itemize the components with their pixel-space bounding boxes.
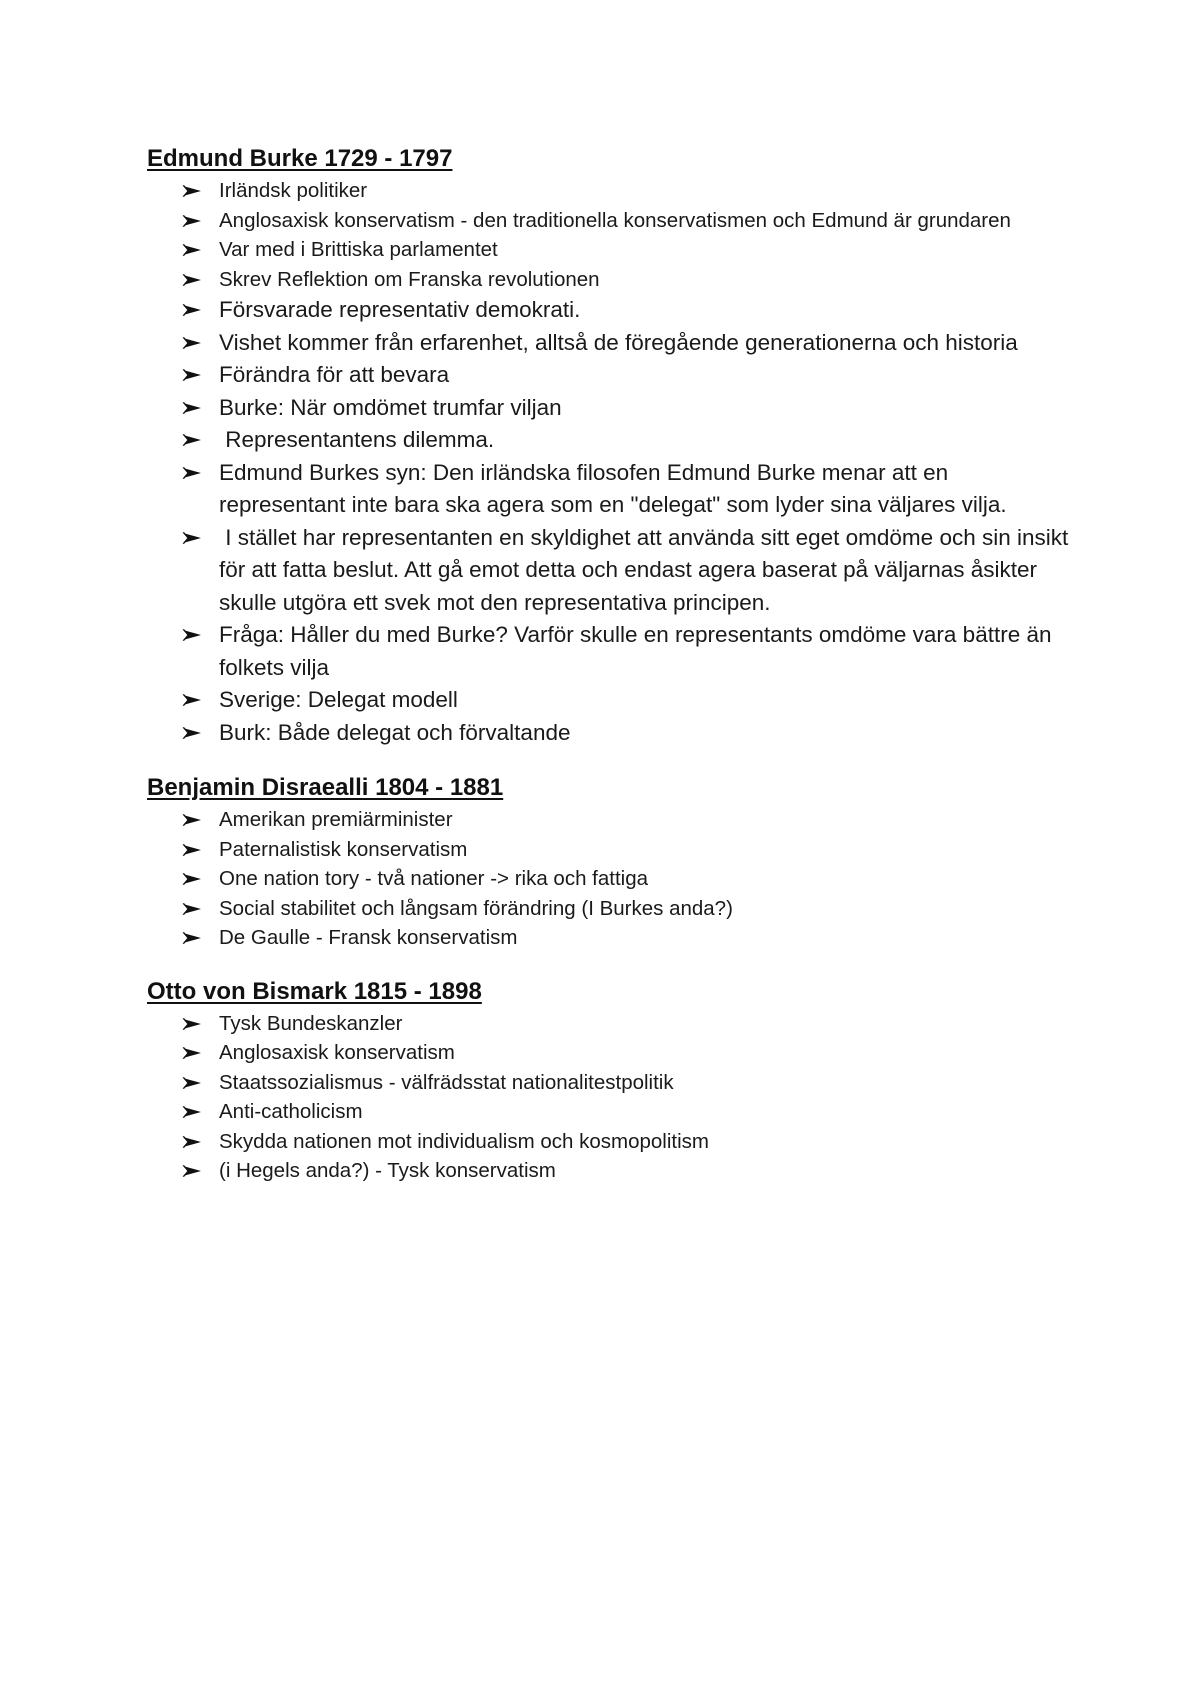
arrow-bullet-icon [182, 424, 208, 446]
list-item [147, 327, 1077, 360]
list-item-text: Social stabilitet och långsam förändring (I Burkes anda?) [219, 896, 733, 920]
list-item [147, 835, 1077, 865]
list-item [147, 894, 1077, 924]
list-item-text: Representantens dilemma. [219, 427, 495, 452]
arrow-bullet-icon [182, 392, 208, 414]
section-otto-von-bismark [147, 975, 1077, 1186]
list-item-text: Sverige: Delegat modell [219, 687, 458, 712]
section-heading: Otto von Bismark 1815 - 1898 [147, 977, 482, 1005]
list-item-text: Anglosaxisk konservatism - den traditionella konservatismen och Edmund är grundaren [219, 208, 1011, 232]
list-item [147, 864, 1077, 894]
arrow-bullet-icon [182, 864, 208, 885]
arrow-bullet-icon [182, 1127, 208, 1148]
arrow-bullet-icon [182, 265, 208, 286]
list-item [147, 1156, 1077, 1186]
list-item-text: Tysk Bundeskanzler [219, 1011, 403, 1035]
arrow-bullet-icon [182, 176, 208, 197]
list-item [147, 424, 1077, 457]
arrow-bullet-icon [182, 327, 208, 349]
bullet-list [147, 805, 1077, 953]
list-item-text: (i Hegels anda?) - Tysk konservatism [219, 1159, 556, 1182]
arrow-bullet-icon [182, 457, 208, 479]
list-item [147, 265, 1077, 295]
document-page [147, 142, 1077, 1186]
section-benjamin-disraealli [147, 771, 1077, 953]
list-item [147, 457, 1077, 522]
arrow-bullet-icon [182, 923, 208, 944]
list-item-text: Paternalistisk konservatism [219, 837, 468, 861]
list-item [147, 684, 1077, 717]
list-item [147, 1068, 1077, 1098]
list-item-text: I stället har representanten en skyldighet att använda sitt eget omdöme och sin insikt för att fatta beslut. Att gå emot detta och endast agera baserat på väljarnas åsikter skulle utgöra ett svek mot den representativa principen. [219, 524, 1075, 615]
list-item-text: Irländsk politiker [219, 179, 368, 202]
section-edmund-burke [147, 142, 1077, 749]
list-item-text: Anti-catholicism [219, 1100, 363, 1123]
list-item [147, 294, 1077, 327]
arrow-bullet-icon [182, 1038, 208, 1059]
arrow-bullet-icon [182, 1097, 208, 1118]
arrow-bullet-icon [182, 717, 208, 739]
arrow-bullet-icon [182, 835, 208, 856]
section-heading: Edmund Burke 1729 - 1797 [147, 145, 453, 172]
list-item-text: Edmund Burkes syn: Den irländska filosofen Edmund Burke menar att en representant inte bara ska agera som en "delegat" som lyder sina väljares vilja. [219, 459, 1007, 517]
arrow-bullet-icon [182, 206, 208, 227]
list-item [147, 717, 1077, 750]
bullet-list [147, 1009, 1077, 1186]
list-item-text: One nation tory - två nationer -> rika och fattiga [219, 867, 649, 890]
arrow-bullet-icon [182, 894, 208, 915]
list-item-text: De Gaulle - Fransk konservatism [219, 926, 518, 949]
list-item [147, 522, 1077, 620]
list-item-text: Vishet kommer från erfarenhet, alltså de föregående generationerna och historia [219, 329, 1018, 355]
list-item-text: Var med i Brittiska parlamentet [219, 238, 498, 261]
list-item-text: Skydda nationen mot individualism och kosmopolitism [219, 1129, 709, 1153]
list-item-text: Försvarade representativ demokrati. [219, 297, 581, 322]
list-item [147, 1127, 1077, 1157]
list-item [147, 1097, 1077, 1127]
list-item [147, 176, 1077, 206]
list-item [147, 923, 1077, 953]
list-item [147, 805, 1077, 835]
list-item [147, 359, 1077, 392]
arrow-bullet-icon [182, 1009, 208, 1030]
arrow-bullet-icon [182, 684, 208, 706]
list-item-text: Staatssozialismus - välfrädsstat nationalitestpolitik [219, 1070, 674, 1094]
list-item-text: Burke: När omdömet trumfar viljan [219, 394, 562, 420]
list-item-text: Anglosaxisk konservatism [219, 1041, 455, 1064]
list-item-text: Förändra för att bevara [219, 362, 450, 387]
arrow-bullet-icon [182, 1156, 208, 1177]
arrow-bullet-icon [182, 235, 208, 256]
bullet-list [147, 176, 1077, 749]
list-item [147, 619, 1077, 684]
arrow-bullet-icon [182, 805, 208, 826]
section-heading: Benjamin Disraealli 1804 - 1881 [147, 774, 504, 801]
list-item [147, 235, 1077, 265]
arrow-bullet-icon [182, 522, 208, 544]
list-item-text: Skrev Reflektion om Franska revolutionen [219, 267, 600, 291]
list-item [147, 392, 1077, 425]
arrow-bullet-icon [182, 294, 208, 316]
list-item-text: Burk: Både delegat och förvaltande [219, 719, 571, 745]
list-item [147, 1009, 1077, 1039]
list-item-text: Fråga: Håller du med Burke? Varför skulle en representants omdöme vara bättre än folkets vilja [219, 622, 1052, 680]
list-item [147, 206, 1077, 236]
list-item [147, 1038, 1077, 1068]
arrow-bullet-icon [182, 359, 208, 381]
list-item-text: Amerikan premiärminister [219, 808, 453, 831]
arrow-bullet-icon [182, 1068, 208, 1089]
arrow-bullet-icon [182, 619, 208, 641]
